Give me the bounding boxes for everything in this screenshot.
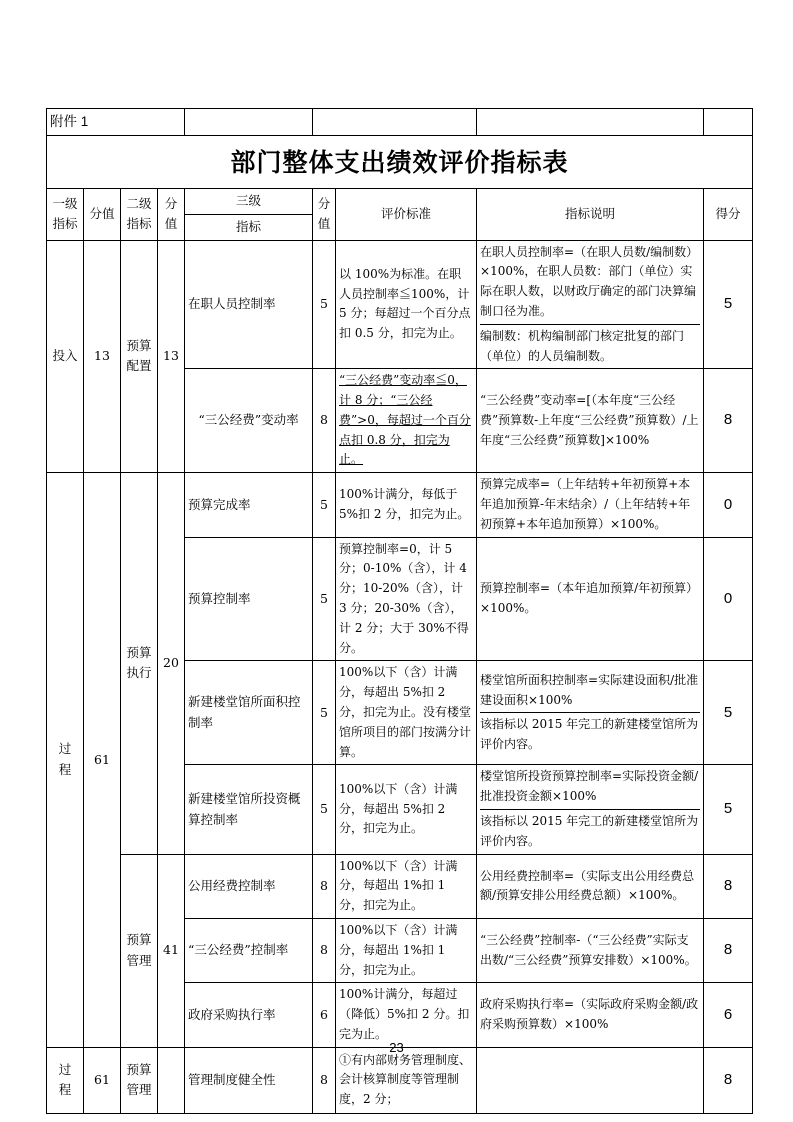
description-part: 该指标以 2015 年完工的新建楼堂馆所为评价内容。 [480, 717, 699, 752]
attachment-row [47, 109, 753, 136]
indicator-points: 6 [313, 983, 336, 1047]
header-criteria: 评价标准 [336, 189, 477, 240]
score-cell: 0 [704, 473, 753, 537]
indicator-points: 5 [313, 765, 336, 854]
table-row [47, 240, 753, 369]
indicator-name: 政府采购执行率 [185, 983, 313, 1047]
level1-cell: 过 程 [47, 473, 84, 1048]
score1-cell: 61 [84, 1047, 121, 1113]
header-level3-top: 三级 [185, 189, 313, 215]
score-cell: 8 [704, 854, 753, 918]
criteria-cell: ①有内部财务管理制度、会计核算制度等管理制度，2 分； [336, 1047, 477, 1113]
score-cell: 5 [704, 661, 753, 765]
header-description: 指标说明 [477, 189, 704, 240]
score2-cell: 13 [158, 240, 185, 473]
attachment-blank-cell [477, 109, 704, 136]
level2-cell: 预算配置 [121, 240, 158, 473]
description-cell: 公用经费控制率=（实际支出公用经费总额/预算安排公用经费总额）×100%。 [477, 854, 704, 918]
score-cell: 5 [704, 765, 753, 854]
header-level2: 二级 指标 [121, 189, 158, 240]
attachment-blank-cell [313, 109, 477, 136]
description-cell: 政府采购执行率=（实际政府采购金额/政府采购预算数）×100% [477, 983, 704, 1047]
indicator-points: 8 [313, 1047, 336, 1113]
level2-cell: 预算管理 [121, 854, 158, 1047]
level1-cell: 过 程 [47, 1047, 84, 1113]
indicator-points: 5 [313, 240, 336, 369]
table-row [47, 854, 753, 918]
criteria-cell: 100%以下（含）计满分，每超出 5%扣 2 分，扣完为止。没有楼堂馆所项目的部门按满分计算。 [336, 661, 477, 765]
description-cell [477, 240, 704, 369]
indicator-points: 8 [313, 369, 336, 473]
score-cell: 8 [704, 1047, 753, 1113]
indicator-points: 8 [313, 919, 336, 983]
document-page [46, 108, 752, 1114]
table-row [47, 473, 753, 537]
indicator-points: 8 [313, 854, 336, 918]
criteria-cell: 100%计满分，每超过（降低）5%扣 2 分。扣完为止。 [336, 983, 477, 1047]
description-cell: 预算完成率=（上年结转+年初预算+本年追加预算-年末结余）/（上年结转+年初预算+本年追加预算）×100%。 [477, 473, 704, 537]
description-cell [477, 661, 704, 765]
description-cell [477, 1047, 704, 1113]
indicator-name: “三公经费”变动率 [185, 369, 313, 473]
indicator-points: 5 [313, 473, 336, 537]
criteria-cell: 100%以下（含）计满分，每超出 1%扣 1 分，扣完为止。 [336, 919, 477, 983]
indicator-name: “三公经费”控制率 [185, 919, 313, 983]
header-level3-bottom: 指标 [185, 214, 313, 240]
header-score3: 分 值 [313, 189, 336, 240]
level1-cell: 投入 [47, 240, 84, 473]
title-row [47, 136, 753, 189]
description-cell: “三公经费”控制率-（“三公经费”实际支出数/“三公经费”预算安排数）×100%。 [477, 919, 704, 983]
score-cell: 6 [704, 983, 753, 1047]
level2-cell: 预算执行 [121, 473, 158, 854]
score-cell: 5 [704, 240, 753, 369]
score-cell: 0 [704, 537, 753, 661]
description-part: 编制数：机构编制部门核定批复的部门（单位）的人员编制数。 [480, 328, 685, 363]
indicator-name: 在职人员控制率 [185, 240, 313, 369]
criteria-cell: 100%以下（含）计满分，每超出 1%扣 1 分，扣完为止。 [336, 854, 477, 918]
indicator-name: 管理制度健全性 [185, 1047, 313, 1113]
indicator-points: 5 [313, 537, 336, 661]
description-part: 在职人员控制率=（在职人员数/编制数）×100%，在职人员数：部门（单位）实际在职人数，以财政厅确定的部门决算编制口径为准。 [480, 243, 700, 325]
level2-cell: 预算管理 [121, 1047, 158, 1113]
criteria-cell: 以 100%为标准。在职人员控制率≦100%，计 5 分；每超过一个百分点扣 0.5 分，扣完为止。 [336, 240, 477, 369]
description-cell: 预算控制率=（本年追加预算/年初预算）×100%。 [477, 537, 704, 661]
indicator-name: 新建楼堂馆所投资概算控制率 [185, 765, 313, 854]
header-score2: 分 值 [158, 189, 185, 240]
page-title: 部门整体支出绩效评价指标表 [47, 136, 753, 189]
table-row [47, 1047, 753, 1113]
header-row [47, 189, 753, 215]
score2-cell: 20 [158, 473, 185, 854]
indicator-name: 新建楼堂馆所面积控制率 [185, 661, 313, 765]
score2-cell [158, 1047, 185, 1113]
header-score1: 分值 [84, 189, 121, 240]
score1-cell: 61 [84, 473, 121, 1048]
indicator-points: 5 [313, 661, 336, 765]
header-score: 得分 [704, 189, 753, 240]
score1-cell: 13 [84, 240, 121, 473]
description-part: 该指标以 2015 年完工的新建楼堂馆所为评价内容。 [480, 814, 699, 848]
header-level1: 一级 指标 [47, 189, 84, 240]
attachment-label: 附件 1 [47, 109, 185, 136]
attachment-blank-cell [704, 109, 753, 136]
description-cell [477, 765, 704, 854]
score2-cell: 41 [158, 854, 185, 1047]
description-part: 楼堂馆所投资预算控制率=实际投资金额/批准投资金额×100% [480, 767, 700, 810]
description-part: 楼堂馆所面积控制率=实际建设面积/批准建设面积×100% [480, 671, 700, 714]
score-cell: 8 [704, 919, 753, 983]
description-cell: “三公经费”变动率=[（本年度“三公经费”预算数-上年度“三公经费”预算数）/上年度“三公经费”预算数]×100% [477, 369, 704, 473]
indicator-name: 预算完成率 [185, 473, 313, 537]
criteria-cell: 100%以下（含）计满分，每超出 5%扣 2 分，扣完为止。 [336, 765, 477, 854]
page-number: 23 [389, 1040, 404, 1055]
attachment-blank-cell [185, 109, 313, 136]
criteria-cell: 预算控制率=0，计 5 分；0-10%（含），计 4 分；10-20%（含），计 3 分；20-30%（含），计 2 分；大于 30%不得分。 [336, 537, 477, 661]
criteria-cell: 100%计满分，每低于 5%扣 2 分，扣完为止。 [336, 473, 477, 537]
indicator-table [46, 108, 753, 1114]
indicator-name: 公用经费控制率 [185, 854, 313, 918]
score-cell: 8 [704, 369, 753, 473]
indicator-name: 预算控制率 [185, 537, 313, 661]
criteria-cell: “三公经费”变动率≦0，计 8 分；“三公经费”>0，每超过一个百分点扣 0.8 分，扣完为止。 [336, 369, 477, 473]
